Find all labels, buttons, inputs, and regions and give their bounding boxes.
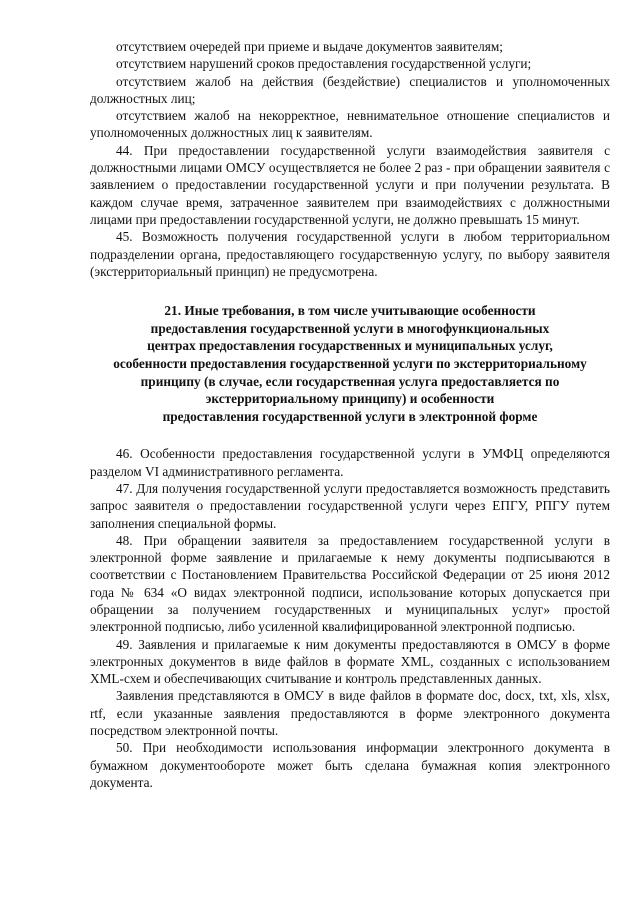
- section-heading-21: [90, 302, 610, 425]
- paragraph-criteria-queues: отсутствием очередей при приеме и выдаче документов заявителям;: [116, 39, 503, 54]
- heading-line: предоставления государственной услуги в электронной форме: [162, 408, 538, 424]
- text-block-before: [90, 38, 610, 280]
- paragraph-50: 50. При необходимости использования информации электронного документа в бумажном документообороте может быть сделана бумажная копия электронного документа.: [90, 740, 610, 790]
- paragraph-49: 49. Заявления и прилагаемые к ним документы предоставляются в ОМСУ в форме электронных документов в виде файлов в формате XML, созданных с использованием XML-схем и обеспечивающих считывание и контроль представленных данных.: [90, 636, 610, 687]
- heading-line: 21. Иные требования, в том числе учитывающие особенности: [164, 303, 536, 319]
- paragraph-46: 46. Особенности предоставления государственной услуги в УМФЦ определяются разделом VI административного регламента.: [90, 446, 610, 479]
- paragraph-45: 45. Возможность получения государственной услуги в любом территориальном подразделении органа, предоставляющего государственную услугу, по выбору заявителя (экстерриториальный принцип) не предусмотрена.: [90, 229, 610, 279]
- paragraph-47: 47. Для получения государственной услуги предоставляется возможность представить запрос заявителя о предоставлении государственной услуги через ЕПГУ, РПГУ путем заполнения специальной формы.: [90, 480, 610, 531]
- paragraph-44: 44. При предоставлении государственной услуги взаимодействия заявителя с должностными лицами ОМСУ осуществляется не более 2 раз - при обращении заявителя с заявлением о предоставлении государственной услуги и при получении результата. В каждом случае время, затраченное заявителем при взаимодействиях с должностными лицами при предоставлении государственной услуги, не должно превышать 15 минут.: [90, 142, 610, 227]
- text-block-after: [90, 445, 610, 791]
- paragraph-criteria-complaints-attitude: отсутствием жалоб на некорректное, невнимательное отношение специалистов и уполномоченных должностных лиц к заявителям.: [90, 108, 610, 141]
- paragraph-criteria-deadlines: отсутствием нарушений сроков предоставления государственной услуги;: [116, 56, 532, 72]
- document-page: [90, 38, 610, 791]
- heading-line: экстерриториальному принципу) и особенности: [205, 391, 495, 407]
- heading-line: особенности предоставления государственной услуги по экстерриториальному: [113, 355, 587, 371]
- paragraph-48: 48. При обращении заявителя за предоставлением государственной услуги в электронной форме заявление и прилагаемые к нему документы подписываются в соответствии с Постановлением Правительства Российской Федерации от 25 июня 2012 года № 634 «О видах электронной подписи, использование которых допускается при обращении за получением государственных и муниципальных услуг» простой электронной подписью, либо усиленной квалифицированной электронной подписью.: [90, 532, 610, 635]
- paragraph-49-formats: Заявления представляются в ОМСУ в виде файлов в формате doc, docx, txt, xls, xlsx, rtf, если указанные заявления предоставляются в форме электронного документа посредством электронной почты.: [90, 688, 610, 739]
- paragraph-criteria-complaints-actions: отсутствием жалоб на действия (бездействие) специалистов и уполномоченных должностных лиц;: [90, 73, 610, 106]
- heading-line: предоставления государственной услуги в многофункциональных: [150, 320, 550, 336]
- heading-line: центрах предоставления государственных и муниципальных услуг,: [147, 338, 553, 354]
- heading-line: принципу (в случае, если государственная услуга предоставляется по: [140, 373, 560, 389]
